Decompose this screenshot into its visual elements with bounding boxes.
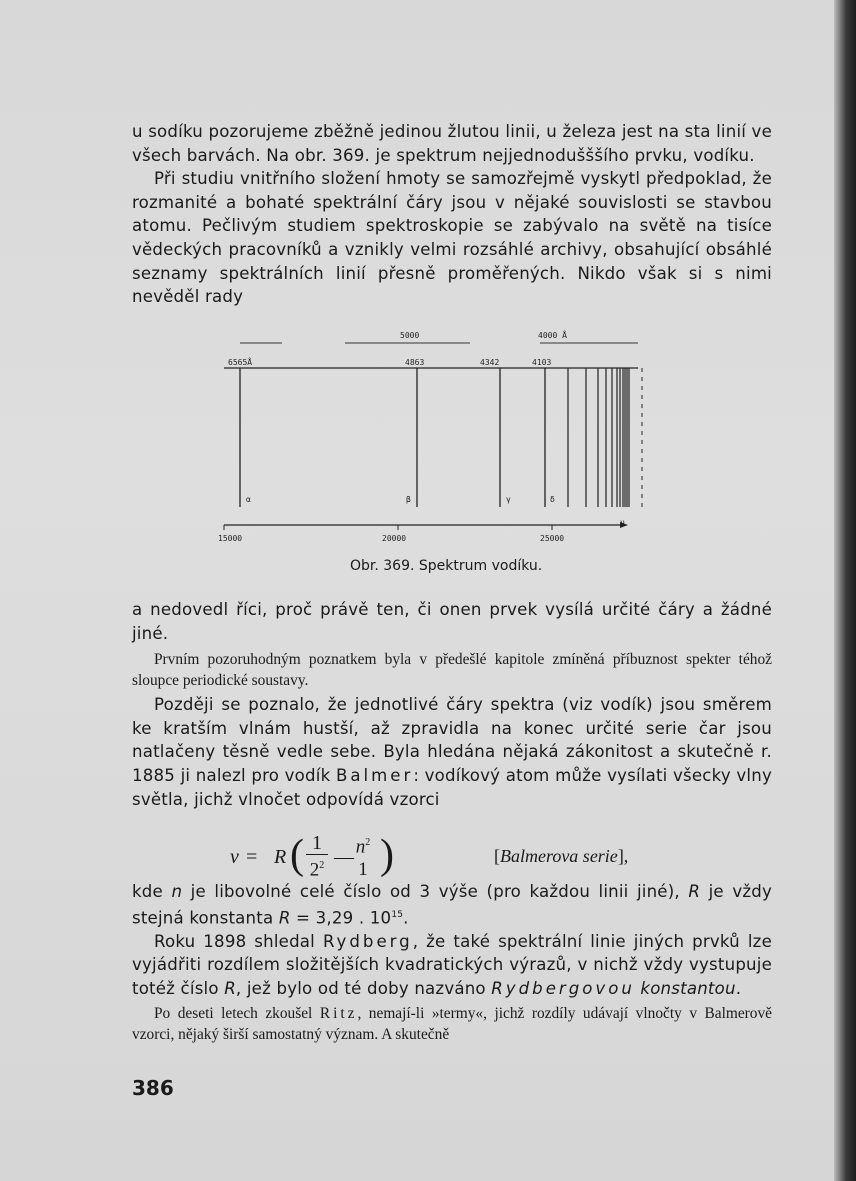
top-scale-label-1: 5000 [400,331,420,340]
fraction-1-denominator-base: 2 [309,859,320,881]
line-label-delta: δ [550,495,555,504]
p6-b: je libovolné celé číslo od 3 výše (pro každou linii jiné), [190,882,680,901]
top-scale-label-2: 4000 Å [538,331,567,340]
p6-end: . [403,908,409,928]
formula-nu: ν [230,846,239,868]
paragraph-5 [132,693,772,811]
rydberg-constant-b: konstantou [640,978,736,998]
paragraph-7 [132,930,772,1001]
wavelength-label-delta: 4103 [532,358,552,367]
p8-b: , nemají-li »termy«, jichž rozdíly udávají vlnočty v Balmerově vzorci, nějaký širší samostatný význam. A skutečně [132,1004,773,1043]
fraction-1-denominator-exp: 2 [319,860,325,871]
text-block-bottom [132,880,772,1045]
p6-val: = 3,29 . 10 [296,908,392,928]
text-block-middle [132,598,772,811]
p7-end: . [735,978,742,998]
paragraph-5-text-b: : vodíkový atom může vysílati všecky vlny světla, jichž vlnočet odpovídá vzorci [132,765,772,809]
p7-R: R [224,978,236,998]
paragraph-3: a nedovedl říci, proč právě ten, či onen prvek vysílá určité čáry a žádné jiné. [132,600,772,643]
p6-R1: R [688,882,701,901]
rydberg-name: Rydberg [322,931,413,951]
ritz-name: Ritz [319,1004,358,1022]
p8-a: Po deseti letech zkoušel [154,1004,313,1022]
binding-edge-shadow [834,0,856,1181]
hydrogen-spectrum-figure [210,325,650,550]
paragraph-5-text-a: Později se poznalo, že jednotlivé čáry spektra (viz vodík) jsou směrem ke kratším vlnám hustší, až zpravidla na konec určité serie čar jsou natlačeny těsně vedle sebe. Byla hledána nějaká zákonitost a skutečně r. 1885 ji nalezl pro vodík [132,695,772,785]
formula-paren-right: ) [380,832,394,878]
p7-c: , jež bylo od té doby nazváno [235,978,486,998]
formula-label [494,846,628,867]
wavelength-label-beta: 4863 [405,358,425,367]
p6-a: kde [132,882,163,901]
formula-label-open: [ [494,846,500,866]
paragraph-2: Při studiu vnitřního složení hmoty se samozřejmě vyskytl předpoklad, že rozmanité a bohaté spektrální čáry jsou v nějaké souvislosti se stavbou atomu. Pečlivým studiem spektroskopie se zabývalo na světě na tisíce vědeckých pracovníků a vznikly velmi rozsáhlé archivy, obsahující obsáhlé seznamy spektrálních linií přesně proměřených. Nikdo však si s nimi nevěděl rady [132,169,772,307]
formula-label-close: ], [617,846,629,866]
line-label-alpha: α [246,495,251,504]
p6-n: n [171,882,183,901]
p6-c: je vždy stejná konstanta [132,882,772,928]
balmer-name: Balmer [335,765,414,785]
formula-fraction-2 [350,832,376,882]
wavelength-label-alpha: 6565Å [228,358,253,367]
formula-minus: — [334,846,354,868]
p7-a: Roku 1898 shledal [154,931,315,951]
text-block-top [132,120,772,309]
fraction-2-numerator-base: n [355,836,366,858]
formula-fraction-1 [306,832,328,881]
rydberg-constant-a: Rydbergovou [491,978,635,998]
nu-axis-symbol: ν [620,518,625,527]
p6-R2: R [278,908,291,928]
bottom-scale-label-3: 25000 [540,534,565,543]
line-label-beta: β [406,495,411,504]
figure-caption: Obr. 369. Spektrum vodíku. [350,558,543,574]
wavelength-label-gamma: 4342 [480,358,500,367]
paragraph-6 [132,880,772,930]
fraction-2-denominator: 1 [358,859,368,881]
paragraph-4: Prvním pozoruhodným poznatkem byla v předešlé kapitole zmíněná příbuznost spekter téhož sloupce periodické soustavy. [132,651,772,690]
fraction-1-denominator [306,855,328,881]
line-label-gamma: γ [506,495,511,504]
formula-R: R [274,846,287,868]
bottom-scale-label-1: 15000 [218,534,243,543]
paragraph-8 [132,1003,772,1045]
formula-paren-left: ( [290,832,304,878]
page-number: 386 [132,1076,174,1100]
fraction-1-numerator: 1 [312,832,322,854]
p7-b: , že také spektrální linie jiných prvků lze vyjádřiti rozdílem složitějších kvadratických výrazů, v nichž vždy vystupuje totéž číslo [132,931,772,998]
formula-label-text: Balmerova serie [500,846,618,866]
formula-equals: = [246,846,258,868]
bottom-scale-label-2: 20000 [382,534,407,543]
fraction-2-numerator [350,832,376,858]
p6-exp: 15 [391,909,404,920]
paragraph-1: u sodíku pozorujeme zběžně jedinou žlutou linii, u železa jest na sta linií ve všech barvách. Na obr. 369. je spektrum nejjednodušššího prvku, vodíku. [132,122,772,165]
balmer-formula [230,832,710,884]
fraction-2-numerator-exp: 2 [365,837,371,848]
